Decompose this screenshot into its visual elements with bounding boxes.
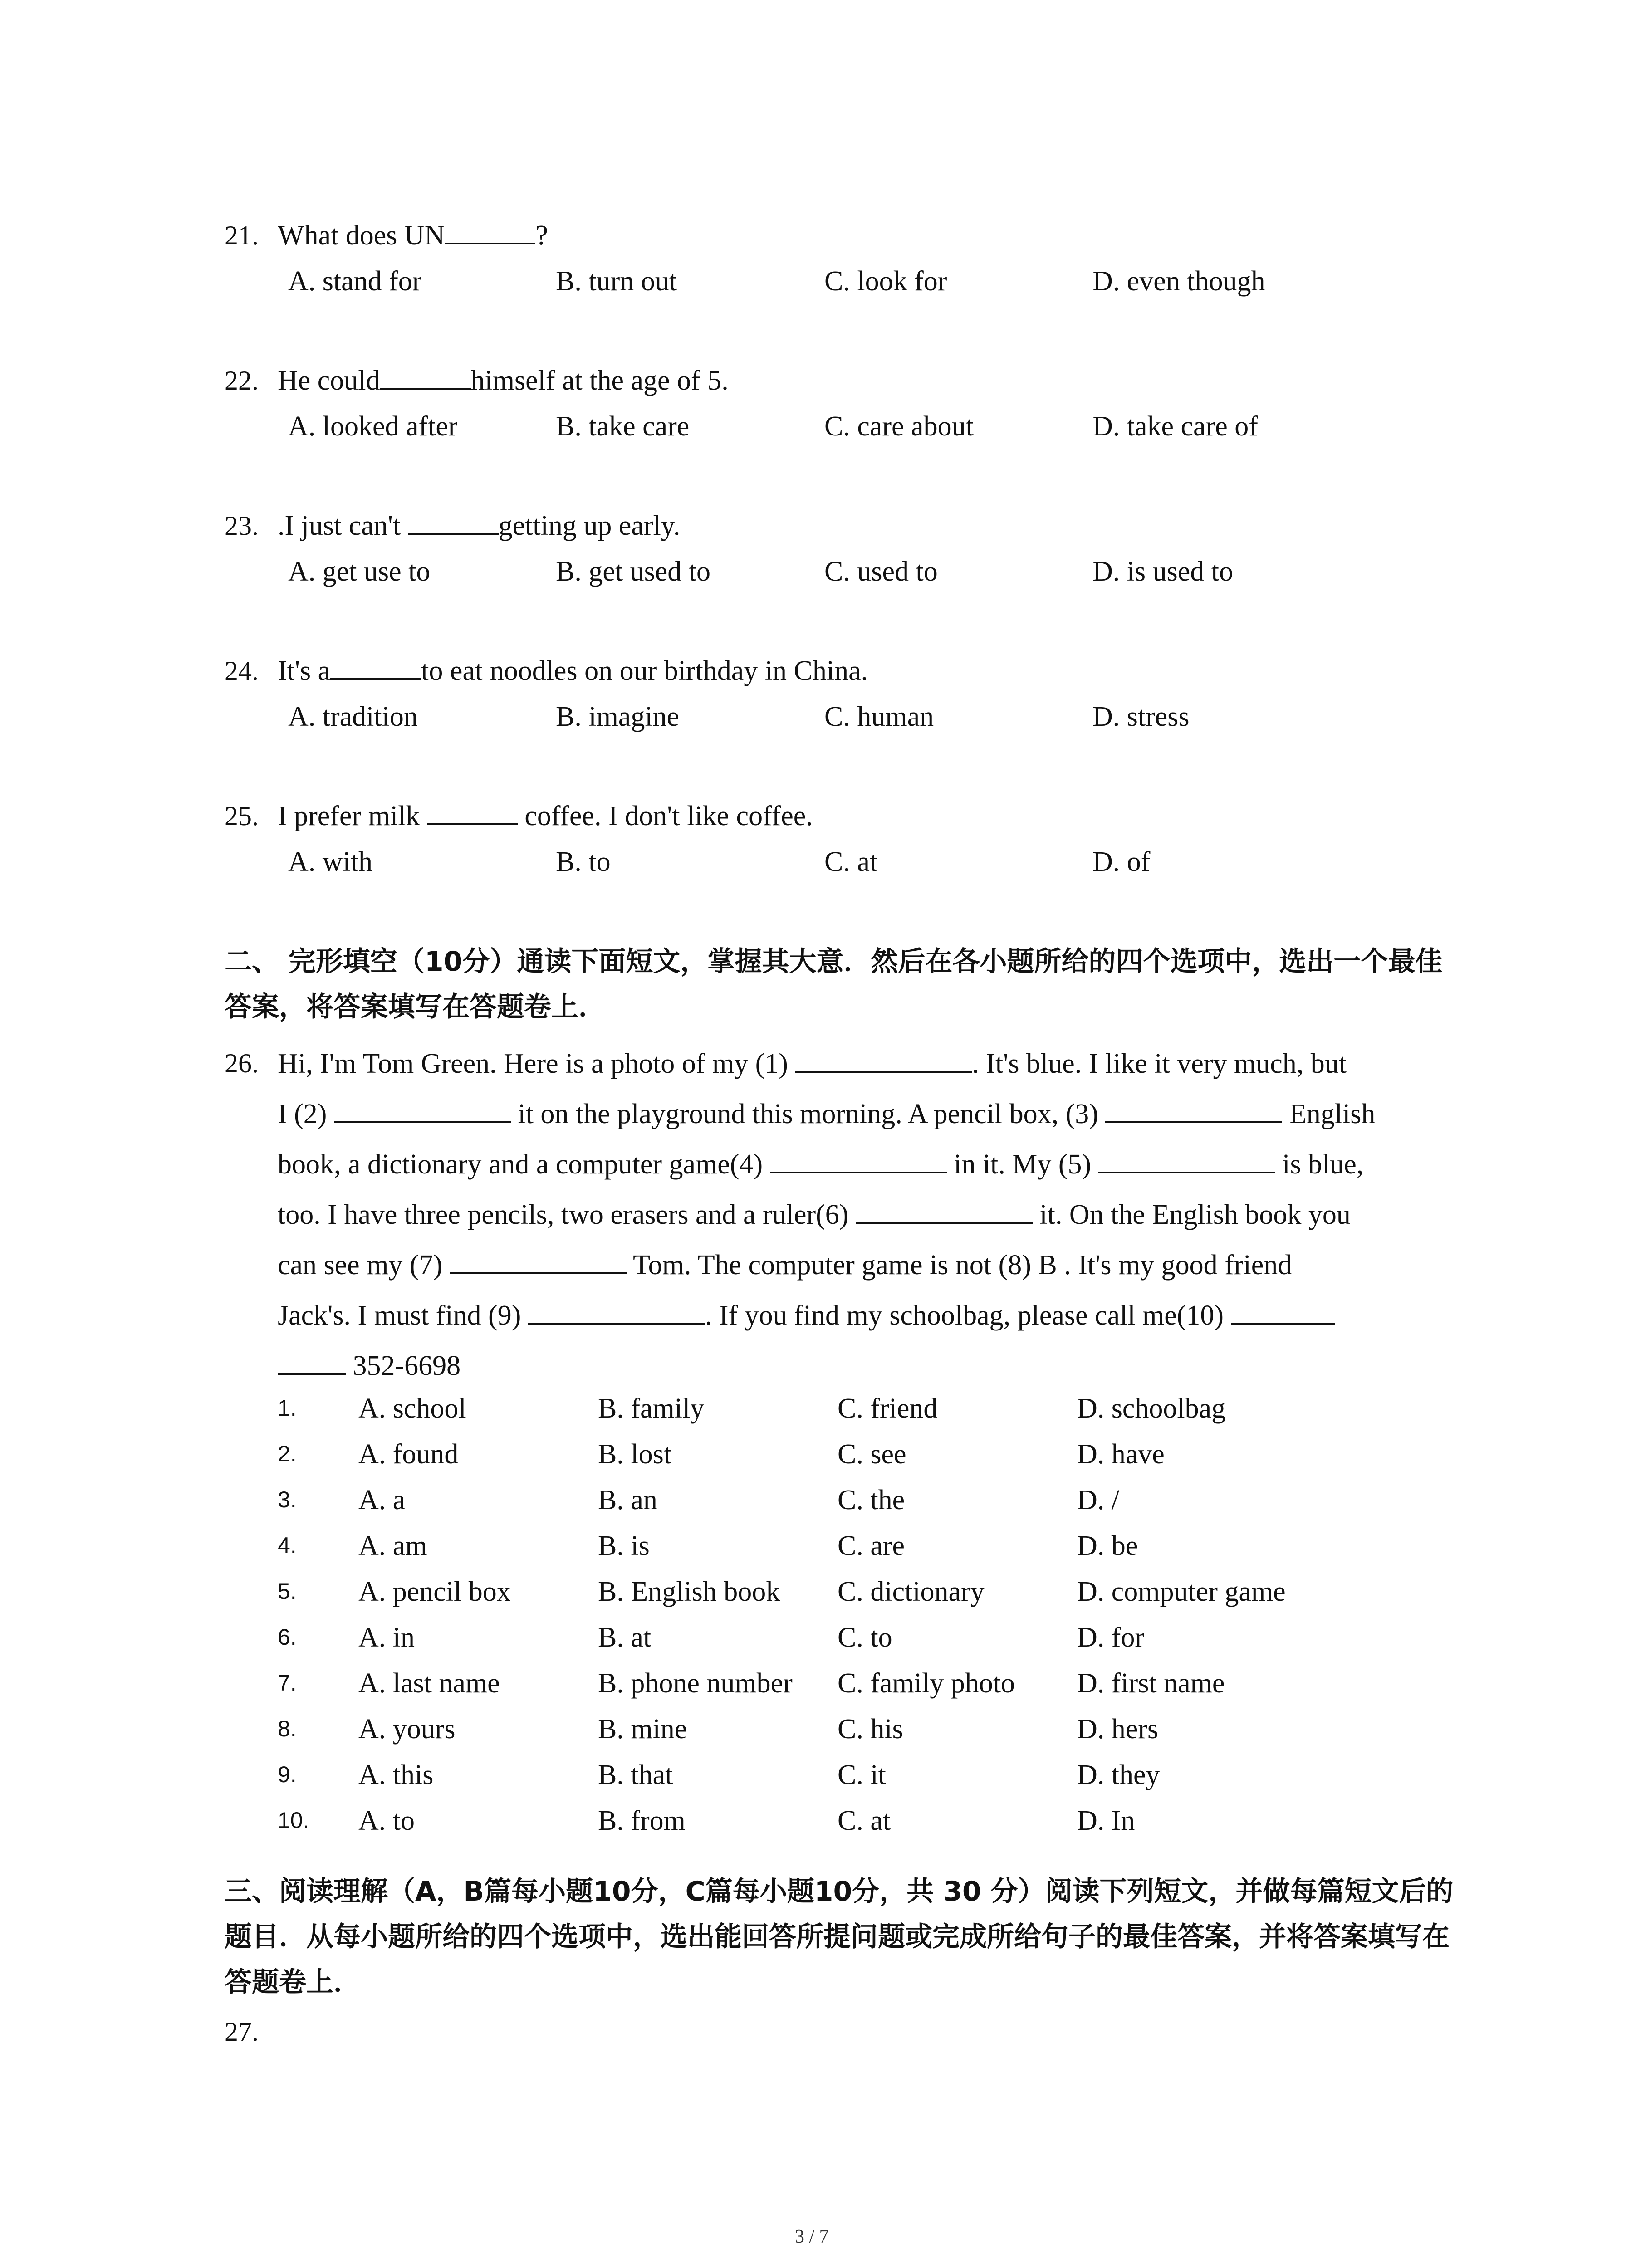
option-d[interactable]: D. schoolbag [1077,1393,1226,1424]
option-d[interactable]: D. they [1077,1760,1160,1790]
option-b[interactable]: B. that [598,1760,673,1790]
option-d[interactable]: D. of [1092,846,1151,877]
option-c[interactable]: C. see [838,1439,906,1470]
question-number: 26. [225,1048,259,1078]
option-c[interactable]: C. friend [838,1393,938,1424]
option-b[interactable]: B. imagine [556,701,680,732]
question-text: It's a to eat noodles on our birthday in China. [278,655,868,686]
section-3-heading: 三、阅读理解（A，B篇每小题10分，C篇每小题10分，共 30 分）阅读下列短文，并做每篇短文后的题目．从每小题所给的四个选项中，选出能回答所提问题或完成所给句子的最佳答案，并将答案填写在答题卷上． [225,1876,1454,1998]
option-d[interactable]: D. have [1077,1439,1165,1470]
option-b[interactable]: B. from [598,1805,686,1836]
option-c[interactable]: C. used to [824,556,938,587]
question-text: He could himself at the age of 5. [278,365,729,396]
passage-line: can see my (7) Tom. The computer game is not (8) B . It's my good friend [278,1250,1292,1281]
question-text: What does UN ? [278,220,548,251]
option-a[interactable]: A. school [358,1393,466,1424]
item-number: 2. [278,1441,297,1466]
item-number: 1. [278,1395,297,1421]
option-a[interactable]: A. am [358,1530,427,1561]
option-d[interactable]: D. is used to [1092,556,1233,587]
option-d[interactable]: D. / [1077,1485,1119,1515]
passage-line: too. I have three pencils, two erasers and a ruler(6) it. On the English book you [278,1199,1351,1230]
option-d[interactable]: D. stress [1092,701,1190,732]
option-a[interactable]: A. tradition [288,701,418,732]
option-d[interactable]: D. hers [1077,1714,1159,1745]
option-b[interactable]: B. phone number [598,1668,793,1699]
option-b[interactable]: B. mine [598,1714,687,1745]
option-c[interactable]: C. it [838,1760,886,1790]
passage-line: book, a dictionary and a computer game(4) in it. My (5) is blue, [278,1149,1364,1180]
item-number: 7. [278,1670,297,1696]
option-a[interactable]: A. a [358,1485,406,1515]
option-a[interactable]: A. pencil box [358,1576,511,1607]
item-number: 4. [278,1533,297,1558]
option-c[interactable]: C. are [838,1530,905,1561]
question-number: 23. [225,511,259,541]
item-number: 3. [278,1487,297,1512]
page-number: 3 / 7 [795,2226,829,2247]
section-2-heading: 二、 完形填空（10分）通读下面短文，掌握其大意．然后在各小题所给的四个选项中，选出一个最佳答案，将答案填写在答题卷上． [225,946,1443,1023]
option-a[interactable]: A. in [358,1622,415,1653]
option-b[interactable]: B. to [556,846,611,877]
option-b[interactable]: B. at [598,1622,652,1653]
option-c[interactable]: C. at [824,846,878,877]
option-c[interactable]: C. dictionary [838,1576,985,1607]
question-number: 24. [225,656,259,686]
passage-line: I (2) it on the playground this morning. A pencil box, (3) English [278,1099,1376,1129]
passage-line: Jack's. I must find (9) . If you find my schoolbag, please call me(10) [278,1290,1503,1341]
option-a[interactable]: A. to [358,1805,415,1836]
option-a[interactable]: A. looked after [288,411,458,442]
option-c[interactable]: C. family photo [838,1668,1015,1699]
option-b[interactable]: B. English book [598,1576,780,1607]
option-a[interactable]: A. stand for [288,266,422,297]
option-c[interactable]: C. look for [824,266,947,297]
item-number: 5. [278,1579,297,1604]
option-b[interactable]: B. an [598,1485,657,1515]
item-number: 8. [278,1716,297,1741]
item-number: 10. [278,1808,309,1833]
option-b[interactable]: B. take care [556,411,690,442]
question-number: 25. [225,801,259,831]
question-27-number: 27. [225,2017,259,2047]
question-text: .I just can't getting up early. [278,510,681,541]
passage-line: Hi, I'm Tom Green. Here is a photo of my (1) . It's blue. I like it very much, but [278,1048,1347,1079]
option-c[interactable]: C. at [838,1805,891,1836]
option-d[interactable]: D. computer game [1077,1576,1286,1607]
option-a[interactable]: A. this [358,1760,434,1790]
option-d[interactable]: D. take care of [1092,411,1258,442]
option-c[interactable]: C. his [838,1714,903,1745]
option-a[interactable]: A. last name [358,1668,500,1699]
option-b[interactable]: B. get used to [556,556,710,587]
option-c[interactable]: C. the [838,1485,905,1515]
item-number: 9. [278,1762,297,1787]
option-c[interactable]: C. to [838,1622,892,1653]
question-number: 21. [225,220,259,250]
option-a[interactable]: A. yours [358,1714,456,1745]
option-d[interactable]: D. In [1077,1805,1135,1836]
option-d[interactable]: D. first name [1077,1668,1225,1699]
question-text: I prefer milk coffee. I don't like coffee. [278,801,813,831]
option-b[interactable]: B. turn out [556,266,677,297]
question-number: 22. [225,366,259,396]
option-d[interactable]: D. be [1077,1530,1138,1561]
option-b[interactable]: B. lost [598,1439,671,1470]
option-a[interactable]: A. with [288,846,372,877]
option-b[interactable]: B. family [598,1393,705,1424]
option-d[interactable]: D. for [1077,1622,1145,1653]
passage-line: 352-6698 [278,1341,1503,1391]
option-b[interactable]: B. is [598,1530,650,1561]
option-d[interactable]: D. even though [1092,266,1265,297]
item-number: 6. [278,1624,297,1650]
option-a[interactable]: A. found [358,1439,459,1470]
option-a[interactable]: A. get use to [288,556,431,587]
option-c[interactable]: C. care about [824,411,974,442]
option-c[interactable]: C. human [824,701,934,732]
cloze-passage [278,1039,1503,1391]
